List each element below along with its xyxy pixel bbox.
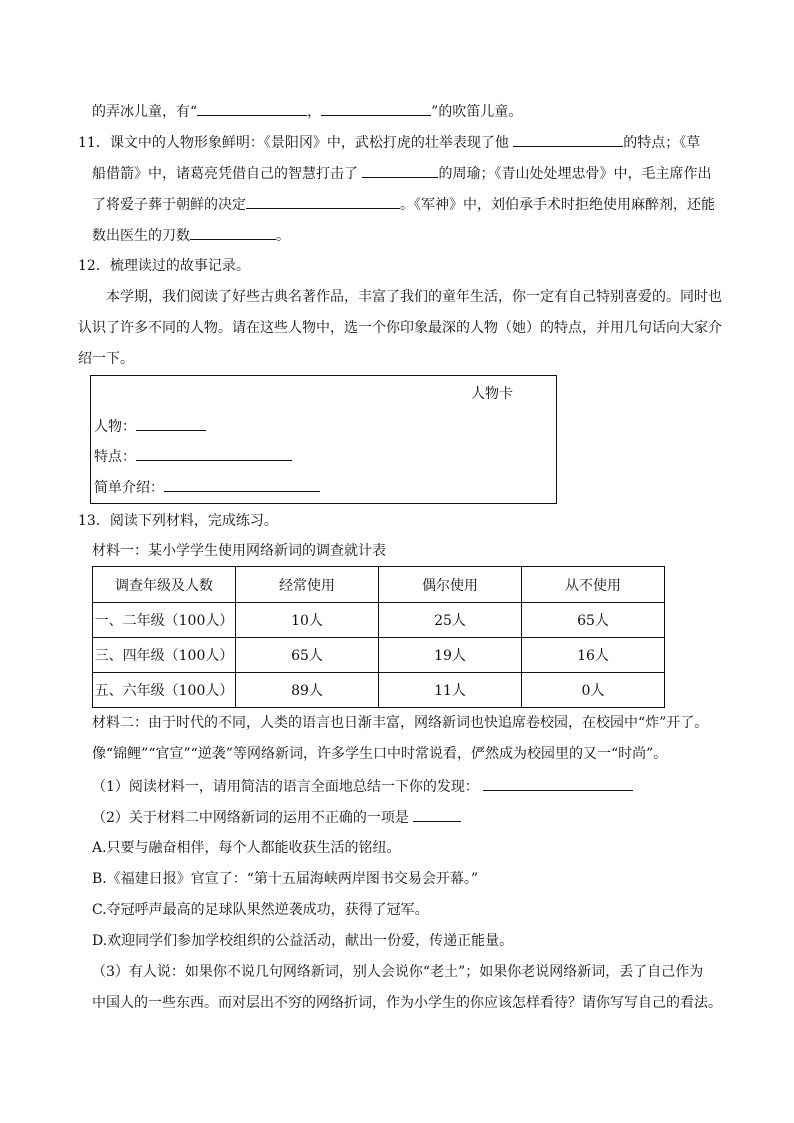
answer-blank[interactable] (321, 101, 431, 116)
table-cell: 25人 (379, 603, 522, 638)
table-header-cell: 经常使用 (236, 567, 379, 603)
table-cell: 89人 (236, 673, 379, 708)
option-d: D.欢迎同学们参加学校组织的公益活动，献出一份爱，传递正能量。 (92, 933, 514, 949)
trait-field: 特点： (94, 446, 292, 467)
table-row (93, 603, 665, 638)
answer-blank[interactable] (136, 446, 292, 461)
table-header-row (93, 567, 665, 603)
table-header-cell: 从不使用 (522, 567, 665, 603)
answer-blank[interactable] (413, 807, 461, 822)
character-card-title: 人物卡 (471, 386, 513, 402)
poem-fill-line: 的弄冰儿童，有“ ， ”的吹笛儿童。 (92, 101, 522, 122)
person-field: 人物： (94, 416, 206, 437)
subquestion-2: （2）关于材料二中网络新词的运用不正确的一项是 (92, 807, 461, 828)
table-cell: 11人 (379, 673, 522, 708)
answer-blank[interactable] (164, 477, 320, 492)
question-12-prompt-line-2: 认识了许多不同的人物。请在这些人物中，选一个你印象最深的人物（她）的特点，并用几句话向大家介 (78, 320, 722, 336)
answer-blank[interactable] (190, 225, 276, 240)
table-header-cell: 调查年级及人数 (93, 567, 236, 603)
answer-blank[interactable] (197, 101, 307, 116)
option-b: B.《福建日报》官宣了：“第十五届海峡两岸图书交易会开幕。” (92, 871, 479, 887)
material-2-line-1: 材料二：由于时代的不同，人类的语言也日渐丰富，网络新词也快追席卷校园，在校园中“炸”开了。 (92, 715, 709, 731)
table-cell: 65人 (236, 638, 379, 673)
table-cell: 五、六年级（100人） (93, 673, 236, 708)
question-12-prompt-line-1: 本学期，我们阅读了好些古典名著作品，丰富了我们的童年生活，你一定有自己特别喜爱的。同时也 (106, 289, 722, 305)
question-12-heading: 12．梳理读过的故事记录。 (78, 258, 250, 274)
question-11-line-3: 了将爱子葬于朝鲜的决定 。《军神》中，刘伯承手术时拒绝使用麻醉剂，还能 (92, 194, 715, 215)
table-row (93, 638, 665, 673)
answer-blank[interactable] (513, 132, 623, 147)
option-c: C.夺冠呼声最高的足球队果然逆袭成功，获得了冠军。 (92, 902, 429, 918)
material-1-title: 材料一：某小学学生使用网络新词的调查就计表 (92, 543, 386, 559)
answer-blank[interactable] (246, 194, 400, 209)
table-cell: 16人 (522, 638, 665, 673)
material-2-line-2: 像“锦鲤”“官宣”“逆袭”等网络新词，许多学生口中时常说看，俨然成为校园里的又一“时尚”。 (92, 746, 668, 762)
question-12-prompt-line-3: 绍一下。 (78, 351, 134, 367)
answer-blank[interactable] (483, 776, 633, 791)
intro-field: 简单介绍： (94, 477, 320, 498)
subquestion-3-line-1: （3）有人说：如果你不说几句网络新词，别人会说你“老土”；如果你老说网络新词，丢了自己作为 (92, 964, 704, 980)
table-cell: 三、四年级（100人） (93, 638, 236, 673)
table-cell: 0人 (522, 673, 665, 708)
question-11-line-4: 数出医生的刀数 。 (92, 225, 290, 246)
option-a: A.只要与融奋相伴，每个人都能收获生活的铭纽。 (92, 840, 401, 856)
table-cell: 一、二年级（100人） (93, 603, 236, 638)
character-card (90, 375, 557, 504)
subquestion-3-line-2: 中国人的一些东西。而对层出不穷的网络折词，作为小学生的你应该怎样看待？请你写写自己的看法。 (92, 995, 722, 1011)
question-11-line-2: 船借箭》中，诸葛亮凭借自己的智慧打击了 的周瑜；《青山处处埋忠骨》中，毛主席作出 (92, 163, 711, 184)
question-13-heading: 13．阅读下列材料，完成练习。 (78, 513, 278, 529)
question-11-line-1: 11．课文中的人物形象鲜明：《景阳冈》中，武松打虎的壮举表现了他 的特点；《草 (78, 132, 700, 153)
table-header-cell: 偶尔使用 (379, 567, 522, 603)
answer-blank[interactable] (136, 416, 206, 431)
survey-table (92, 566, 665, 708)
table-row (93, 673, 665, 708)
table-cell: 65人 (522, 603, 665, 638)
table-cell: 10人 (236, 603, 379, 638)
answer-blank[interactable] (362, 163, 438, 178)
subquestion-1: （1）阅读材料一，请用简洁的语言全面地总结一下你的发现： (92, 776, 633, 797)
table-cell: 19人 (379, 638, 522, 673)
